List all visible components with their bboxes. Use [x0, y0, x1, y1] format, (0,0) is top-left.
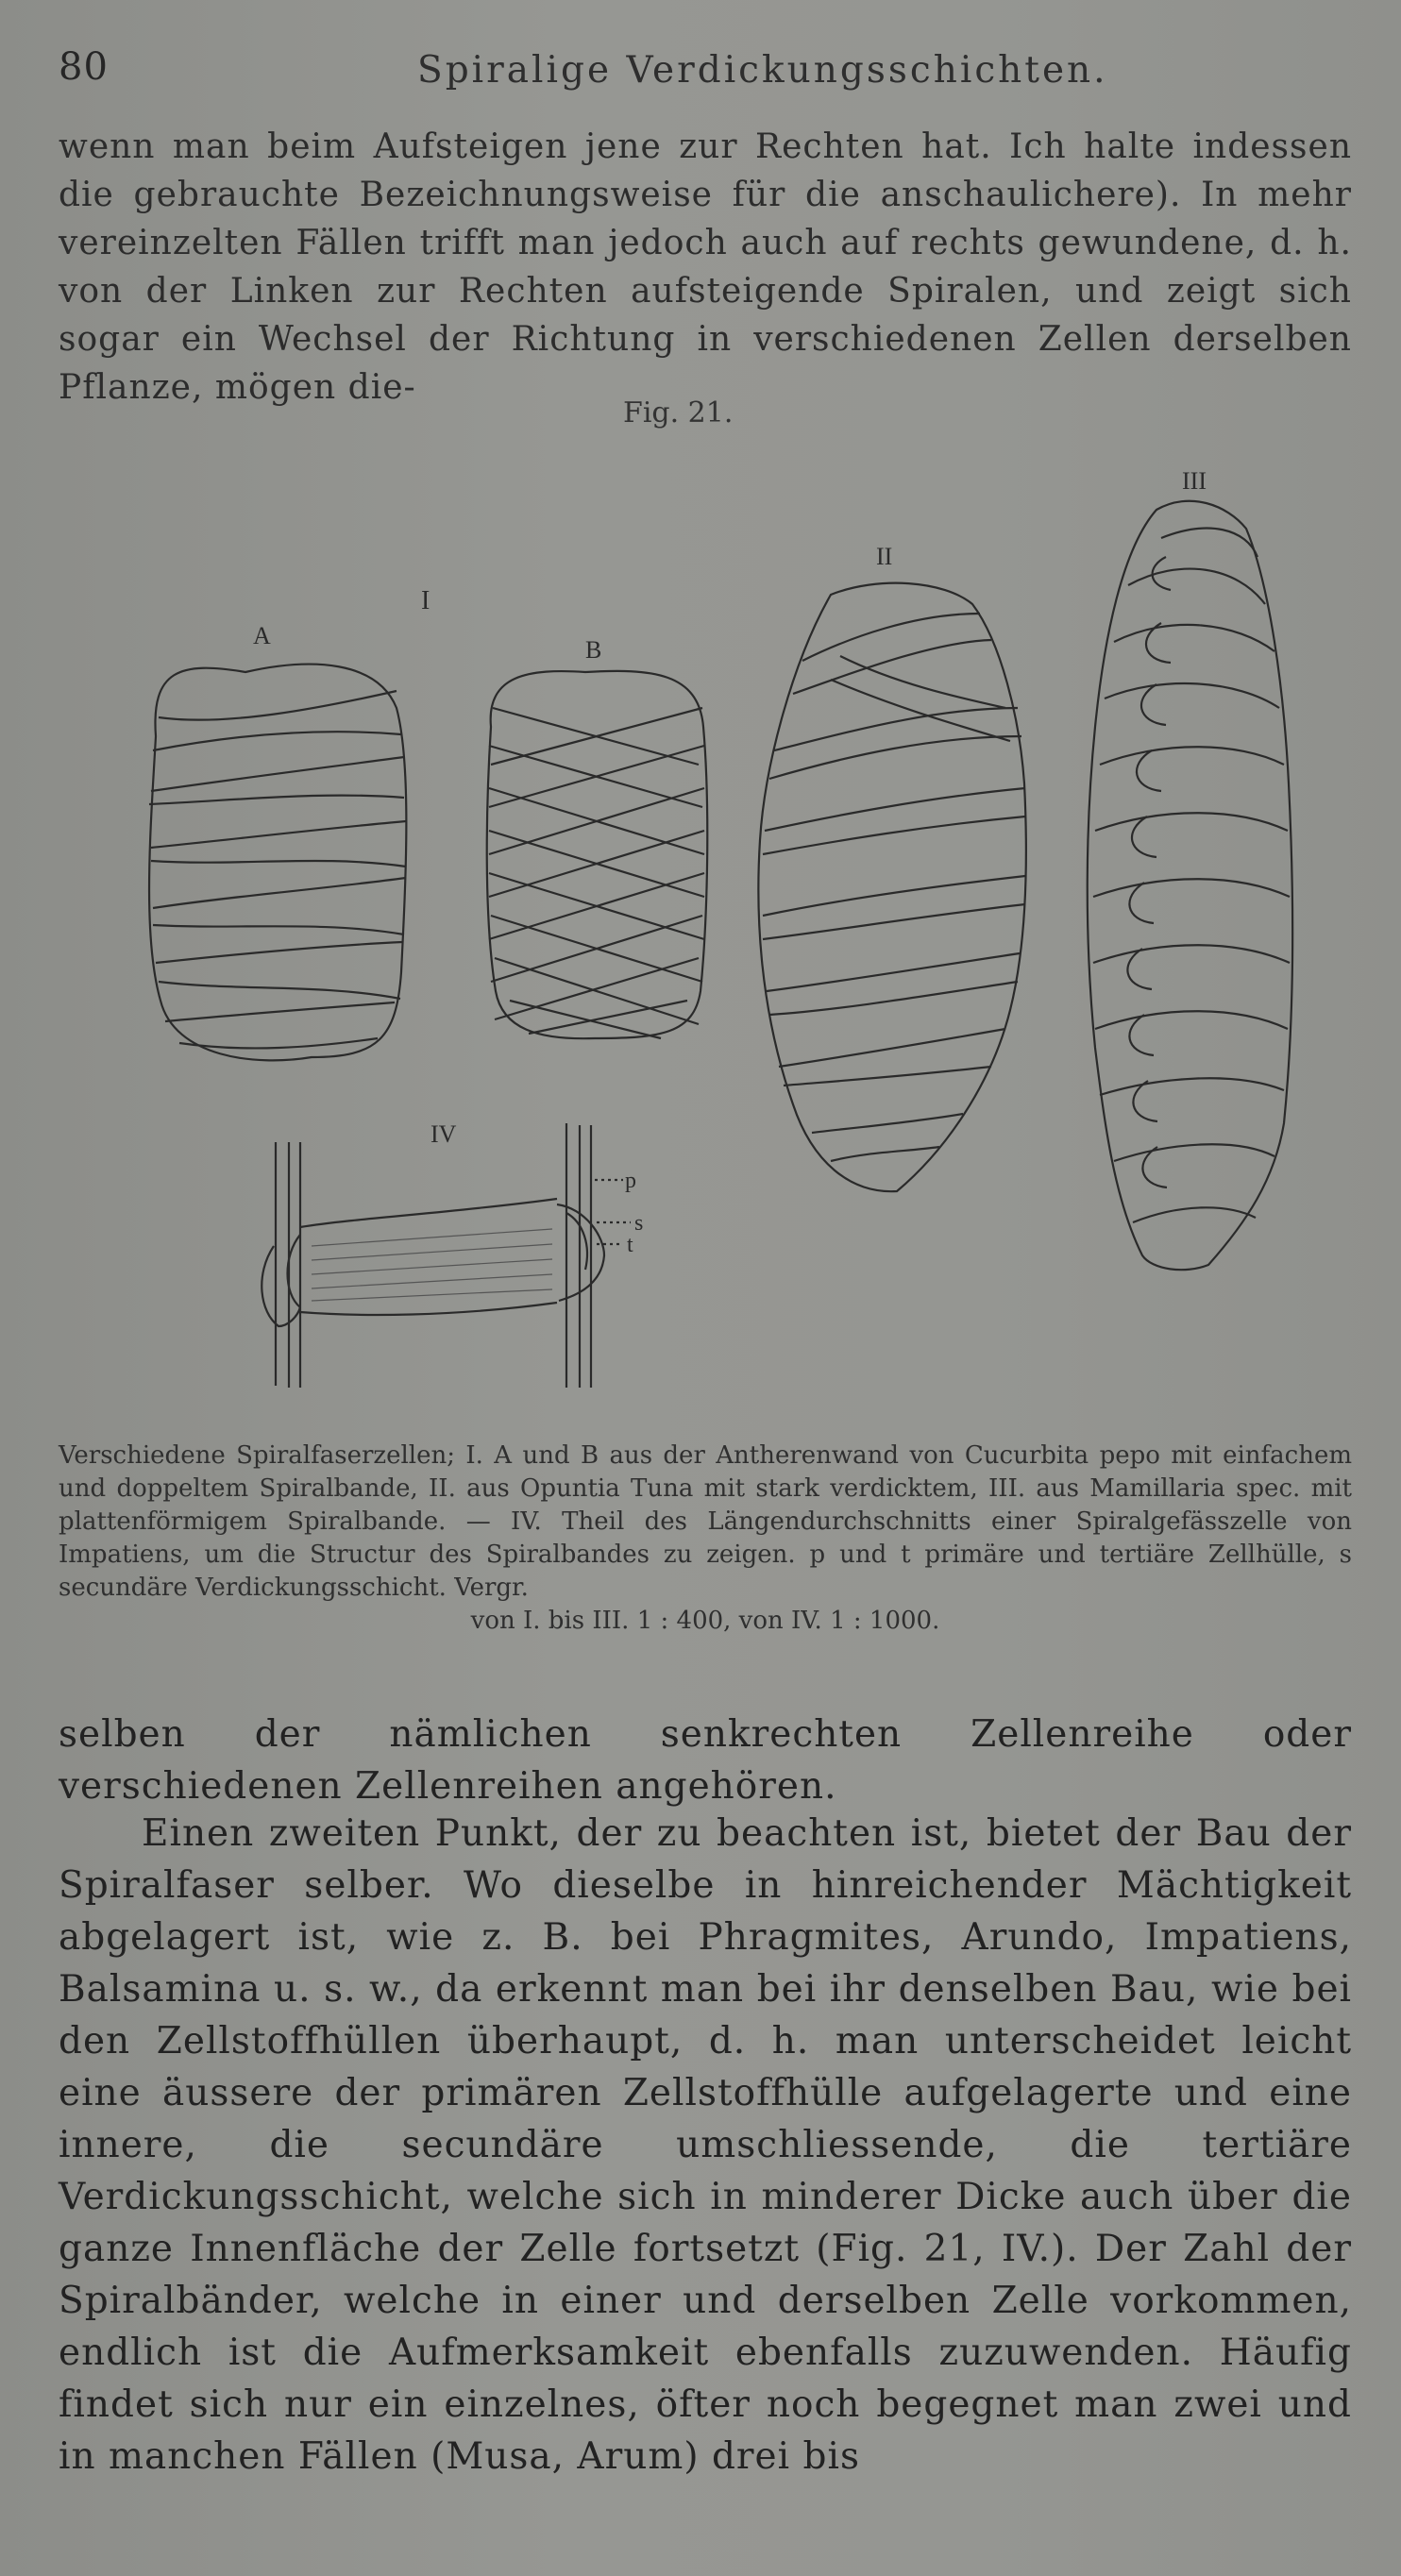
- label-p: p: [625, 1169, 636, 1193]
- section-IV: [262, 1123, 643, 1388]
- body-paragraph-2: Einen zweiten Punkt, der zu beachten ist, bietet der Bau der Spiralfaser selber. Wo dieselbe in hinreichender Mächtigkeit abgelagert ist, wie z. B. bei Phragmites, Arundo, Impatiens, Balsamina u. s. w., da erkennt man bei ihr denselben Bau, wie bei den Zellstoffhüllen überhaupt, d. h. man unterscheidet leicht eine äussere der primären Zellstoffhülle aufgelagerte und eine innere, die secundäre umschliessende, die tertiäre Verdickungsschicht, welche sich in minderer Dicke auch über die ganze Innenfläche der Zelle fortsetzt (Fig. 21, IV.). Der Zahl der Spiralbänder, welche in einer und derselben Zelle vorkommen, endlich ist die Aufmerksamkeit ebenfalls zuzuwenden. Häufig findet sich nur ein einzelnes, öfter noch begegnet man zwei und in manchen Fällen (Musa, Arum) drei bis: [59, 1812, 1352, 2478]
- label-II: II: [876, 543, 893, 570]
- label-t: t: [627, 1233, 633, 1257]
- figure-caption: [59, 1440, 1352, 1638]
- caption-last-line: von I. bis III. 1 : 400, von IV. 1 : 1000.: [470, 1607, 940, 1635]
- label-I: I: [421, 586, 430, 615]
- label-III: III: [1182, 467, 1207, 495]
- caption-text: Verschiedene Spiralfaserzellen; I. A und B aus der Antherenwand von Cucurbita pepo mit einfachem und doppeltem Spiralbande, II. aus Opuntia Tuna mit stark verdicktem, III. aus Mamillaria spec. mit plattenförmigem Spiralbande. — IV. Theil des Längendurchschnitts einer Spiralgefässzelle von Impatiens, um die Structur des Spiralbandes zu zeigen. p und t primäre und tertiäre Zellhülle, s secundäre Verdickungsschicht. Vergr.: [59, 1441, 1352, 1602]
- cell-A: [149, 665, 406, 1061]
- label-A: A: [253, 622, 271, 649]
- label-s: s: [634, 1211, 644, 1236]
- cell-III: [1088, 501, 1292, 1270]
- cell-II: [758, 583, 1026, 1192]
- top-paragraph: wenn man beim Aufsteigen jene zur Rechten hat. Ich halte indessen die gebrauchte Bezeichnungsweise für die anschaulichere). In mehr vereinzelten Fällen trifft man jedoch auch auf rechts gewundene, d. h. von der Linken zur Rechten aufsteigende Spiralen, und zeigt sich sogar ein Wechsel der Richtung in verschiedenen Zellen derselben Pflanze, mögen die-: [59, 127, 1352, 407]
- label-IV: IV: [430, 1120, 457, 1148]
- running-title: Spiralige Verdickungsschichten.: [417, 49, 1108, 92]
- body-paragraph-1: selben der nämlichen senkrechten Zellenreihe oder verschiedenen Zellenreihen angehören.: [59, 1713, 1352, 1808]
- figure-title: Fig. 21.: [623, 396, 734, 429]
- cell-B: [487, 671, 708, 1038]
- label-B: B: [585, 636, 602, 664]
- page-number: 80: [59, 45, 109, 89]
- figure-21-illustration: [0, 425, 1401, 1425]
- page-header: [59, 45, 1361, 102]
